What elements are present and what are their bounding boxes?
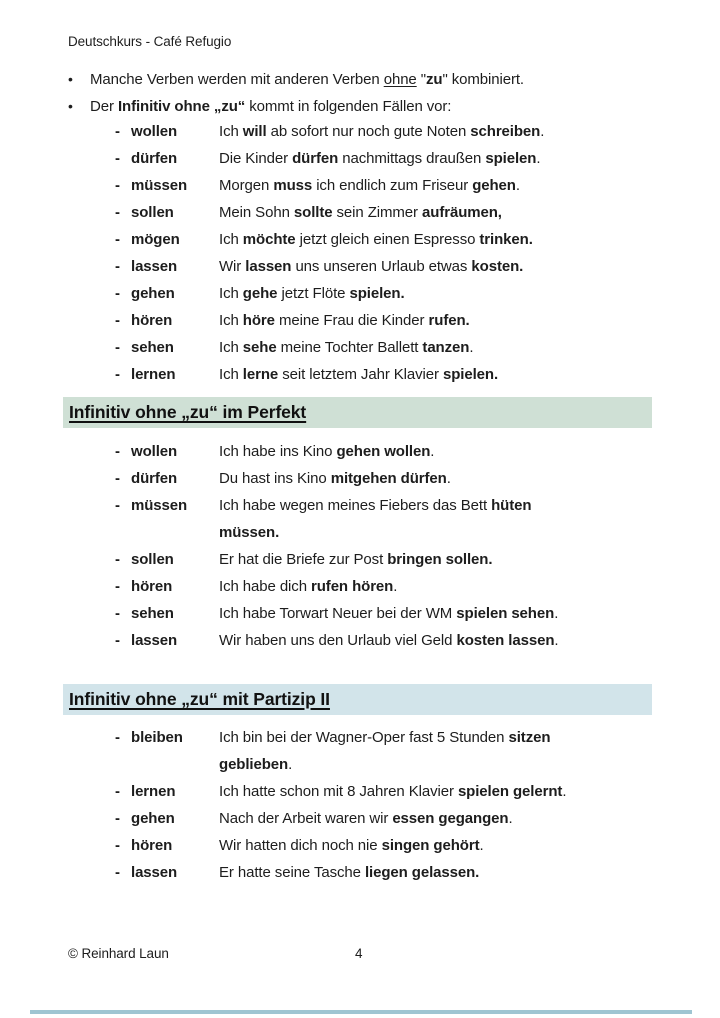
text-segment: spielen <box>485 150 537 167</box>
example-sentence <box>219 361 655 388</box>
text-segment: Ich habe wegen meines Fiebers das Bett <box>219 497 492 514</box>
verb-list-base <box>115 118 655 388</box>
verb-example-row <box>115 492 655 546</box>
dash-bullet-icon: - <box>115 810 120 827</box>
verb-label: hören <box>131 312 173 329</box>
verb-label: müssen <box>131 177 188 194</box>
section-header-partizip <box>63 684 652 715</box>
text-segment: . <box>288 756 293 773</box>
bullet-text <box>90 93 451 120</box>
text-segment: sein Zimmer <box>332 204 423 221</box>
text-segment: höre <box>242 312 275 329</box>
example-sentence <box>219 859 655 886</box>
dash-bullet-icon: - <box>115 551 120 568</box>
dash-bullet-icon: - <box>115 783 120 800</box>
text-segment: jetzt Flöte <box>277 285 350 302</box>
dash-bullet-icon: - <box>115 578 120 595</box>
verb-label: hören <box>131 578 173 595</box>
bullet-item <box>68 66 668 93</box>
dash-bullet-icon: - <box>115 123 120 140</box>
verb-label: bleiben <box>131 729 183 746</box>
text-segment: spielen. <box>349 285 405 302</box>
dash-bullet-icon: - <box>115 837 120 854</box>
verb-label: müssen <box>131 497 188 514</box>
verb-example-row <box>115 280 655 307</box>
text-segment: Ich <box>219 285 243 302</box>
text-segment: bringen sollen. <box>387 551 493 568</box>
text-segment: spielen gelernt <box>457 783 563 800</box>
verb-example-row <box>115 307 655 334</box>
verb-label: dürfen <box>131 150 178 167</box>
text-segment: uns unseren Urlaub etwas <box>291 258 472 275</box>
dash-bullet-icon: - <box>115 177 120 194</box>
text-segment: ohne <box>383 71 417 88</box>
verb-example-row <box>115 778 655 805</box>
text-segment: Manche Verben werden mit anderen Verben <box>90 71 384 88</box>
verb-example-row <box>115 573 655 600</box>
example-sentence <box>219 307 655 334</box>
example-sentence <box>219 546 655 573</box>
text-segment: tanzen <box>422 339 470 356</box>
verb-example-row <box>115 118 655 145</box>
example-sentence <box>219 778 655 805</box>
verb-example-row <box>115 627 655 654</box>
verb-label: lassen <box>131 864 178 881</box>
verb-list-perfekt <box>115 438 655 654</box>
verb-label: mögen <box>131 231 180 248</box>
verb-label: gehen <box>131 285 175 302</box>
text-segment: spielen. <box>443 366 499 383</box>
text-segment: schreiben <box>470 123 541 140</box>
text-segment: Infinitiv ohne „zu“ <box>117 98 246 115</box>
text-segment: . <box>479 837 484 854</box>
bullet-icon: • <box>68 71 73 87</box>
text-segment: rufen. <box>428 312 470 329</box>
verb-label: sollen <box>131 551 174 568</box>
verb-label: lernen <box>131 366 176 383</box>
verb-label: wollen <box>131 123 178 140</box>
verb-label: hören <box>131 837 173 854</box>
verb-list-partizip <box>115 724 655 886</box>
text-segment: Wir haben uns den Urlaub viel Geld <box>219 632 457 649</box>
footer-copyright: © Reinhard Laun <box>68 946 169 961</box>
example-sentence <box>219 438 655 465</box>
text-segment: Er hatte seine Tasche <box>219 864 365 881</box>
section-title: Infinitiv ohne „zu“ mit Partizip II <box>69 689 330 709</box>
text-segment: . <box>469 339 474 356</box>
text-segment: Ich <box>219 366 243 383</box>
verb-example-row <box>115 361 655 388</box>
text-segment: sehe <box>242 339 277 356</box>
text-segment: " kombiniert. <box>442 71 525 88</box>
text-segment: meine Frau die Kinder <box>274 312 429 329</box>
text-segment: spielen sehen <box>456 605 555 622</box>
verb-example-row <box>115 805 655 832</box>
text-segment: geblieben <box>219 756 289 773</box>
example-sentence <box>219 492 655 546</box>
text-segment: Wir <box>219 258 246 275</box>
verb-example-row <box>115 724 655 778</box>
text-segment: zu <box>425 71 443 88</box>
text-segment: jetzt gleich einen Espresso <box>295 231 480 248</box>
dash-bullet-icon: - <box>115 864 120 881</box>
bullet-icon: • <box>68 98 73 114</box>
dash-bullet-icon: - <box>115 285 120 302</box>
verb-example-row <box>115 546 655 573</box>
intro-bullet-list <box>68 66 668 120</box>
text-segment: gehe <box>242 285 278 302</box>
text-segment: seit letztem Jahr Klavier <box>278 366 443 383</box>
verb-example-row <box>115 253 655 280</box>
example-sentence <box>219 600 655 627</box>
text-segment: Wir hatten dich noch nie <box>219 837 382 854</box>
text-segment: lassen <box>245 258 292 275</box>
dash-bullet-icon: - <box>115 366 120 383</box>
verb-example-row <box>115 334 655 361</box>
dash-bullet-icon: - <box>115 497 120 514</box>
text-segment: . <box>508 810 513 827</box>
text-segment: essen gegangen <box>392 810 509 827</box>
text-segment: Er hat die Briefe zur Post <box>219 551 388 568</box>
text-segment: Ich <box>219 312 243 329</box>
text-segment: müssen. <box>219 524 280 541</box>
example-sentence <box>219 226 655 253</box>
text-segment: Ich <box>219 231 243 248</box>
text-segment: Du hast ins Kino <box>219 470 331 487</box>
verb-example-row <box>115 600 655 627</box>
text-segment: . <box>536 150 541 167</box>
bottom-accent-bar <box>30 1010 692 1014</box>
text-segment: . <box>554 605 559 622</box>
bullet-item <box>68 93 668 120</box>
text-segment: dürfen <box>292 150 339 167</box>
text-segment: gehen <box>472 177 516 194</box>
text-segment: nachmittags draußen <box>338 150 486 167</box>
text-segment: kosten lassen <box>456 632 555 649</box>
verb-label: lernen <box>131 783 176 800</box>
verb-example-row <box>115 226 655 253</box>
text-segment: . <box>515 177 520 194</box>
text-segment: sollte <box>293 204 333 221</box>
example-sentence <box>219 118 655 145</box>
text-segment: Mein Sohn <box>219 204 294 221</box>
text-segment: . <box>393 578 398 595</box>
verb-label: dürfen <box>131 470 178 487</box>
text-segment: kosten. <box>471 258 524 275</box>
example-sentence <box>219 627 655 654</box>
verb-label: sehen <box>131 339 174 356</box>
dash-bullet-icon: - <box>115 632 120 649</box>
example-sentence <box>219 199 655 226</box>
text-segment: Ich bin bei der Wagner-Oper fast 5 Stunden <box>219 729 509 746</box>
verb-example-row <box>115 145 655 172</box>
text-segment: . <box>430 443 435 460</box>
doc-header-title: Deutschkurs - Café Refugio <box>68 34 232 49</box>
verb-example-row <box>115 859 655 886</box>
text-segment: mitgehen dürfen <box>330 470 447 487</box>
verb-example-row <box>115 465 655 492</box>
example-sentence <box>219 253 655 280</box>
text-segment: singen gehört <box>381 837 480 854</box>
dash-bullet-icon: - <box>115 231 120 248</box>
verb-example-row <box>115 438 655 465</box>
verb-label: lassen <box>131 632 178 649</box>
text-segment: möchte <box>242 231 296 248</box>
example-sentence <box>219 832 655 859</box>
bullet-text <box>90 66 524 93</box>
verb-label: wollen <box>131 443 178 460</box>
text-segment: rufen hören <box>311 578 394 595</box>
dash-bullet-icon: - <box>115 605 120 622</box>
text-segment: sitzen <box>508 729 551 746</box>
text-segment: Ich habe dich <box>219 578 311 595</box>
text-segment: liegen gelassen. <box>364 864 480 881</box>
dash-bullet-icon: - <box>115 443 120 460</box>
dash-bullet-icon: - <box>115 258 120 275</box>
text-segment: gehen wollen <box>336 443 431 460</box>
example-sentence <box>219 465 655 492</box>
dash-bullet-icon: - <box>115 150 120 167</box>
text-segment: Ich <box>219 339 243 356</box>
dash-bullet-icon: - <box>115 312 120 329</box>
verb-label: sollen <box>131 204 174 221</box>
dash-bullet-icon: - <box>115 204 120 221</box>
text-segment: Ich habe ins Kino <box>219 443 337 460</box>
dash-bullet-icon: - <box>115 339 120 356</box>
text-segment: Ich habe Torwart Neuer bei der WM <box>219 605 457 622</box>
example-sentence <box>219 724 655 778</box>
example-sentence <box>219 334 655 361</box>
text-segment: will <box>242 123 267 140</box>
text-segment: Ich hatte schon mit 8 Jahren Klavier <box>219 783 458 800</box>
verb-label: gehen <box>131 810 175 827</box>
footer-page-number: 4 <box>355 946 363 961</box>
text-segment: hüten <box>491 497 532 514</box>
text-segment: aufräumen, <box>422 204 502 221</box>
verb-example-row <box>115 172 655 199</box>
text-segment: . <box>554 632 559 649</box>
text-segment: Ich <box>219 123 243 140</box>
verb-label: lassen <box>131 258 178 275</box>
section-header-perfekt <box>63 397 652 428</box>
text-segment: Nach der Arbeit waren wir <box>219 810 393 827</box>
example-sentence <box>219 805 655 832</box>
text-segment: . <box>446 470 451 487</box>
verb-example-row <box>115 199 655 226</box>
text-segment: lerne <box>242 366 279 383</box>
dash-bullet-icon: - <box>115 470 120 487</box>
section-title: Infinitiv ohne „zu“ im Perfekt <box>69 402 307 422</box>
text-segment: meine Tochter Ballett <box>276 339 423 356</box>
example-sentence <box>219 573 655 600</box>
dash-bullet-icon: - <box>115 729 120 746</box>
text-segment: trinken. <box>479 231 533 248</box>
text-segment: Der <box>90 98 118 115</box>
text-segment: Morgen <box>219 177 274 194</box>
verb-example-row <box>115 832 655 859</box>
verb-label: sehen <box>131 605 174 622</box>
text-segment: . <box>562 783 567 800</box>
text-segment: muss <box>273 177 313 194</box>
text-segment: . <box>540 123 545 140</box>
text-segment: " <box>416 71 426 88</box>
text-segment: ab sofort nur noch gute Noten <box>266 123 471 140</box>
text-segment: ich endlich zum Friseur <box>312 177 473 194</box>
example-sentence <box>219 145 655 172</box>
example-sentence <box>219 280 655 307</box>
text-segment: kommt in folgenden Fällen vor: <box>245 98 452 115</box>
text-segment: Die Kinder <box>219 150 293 167</box>
example-sentence <box>219 172 655 199</box>
